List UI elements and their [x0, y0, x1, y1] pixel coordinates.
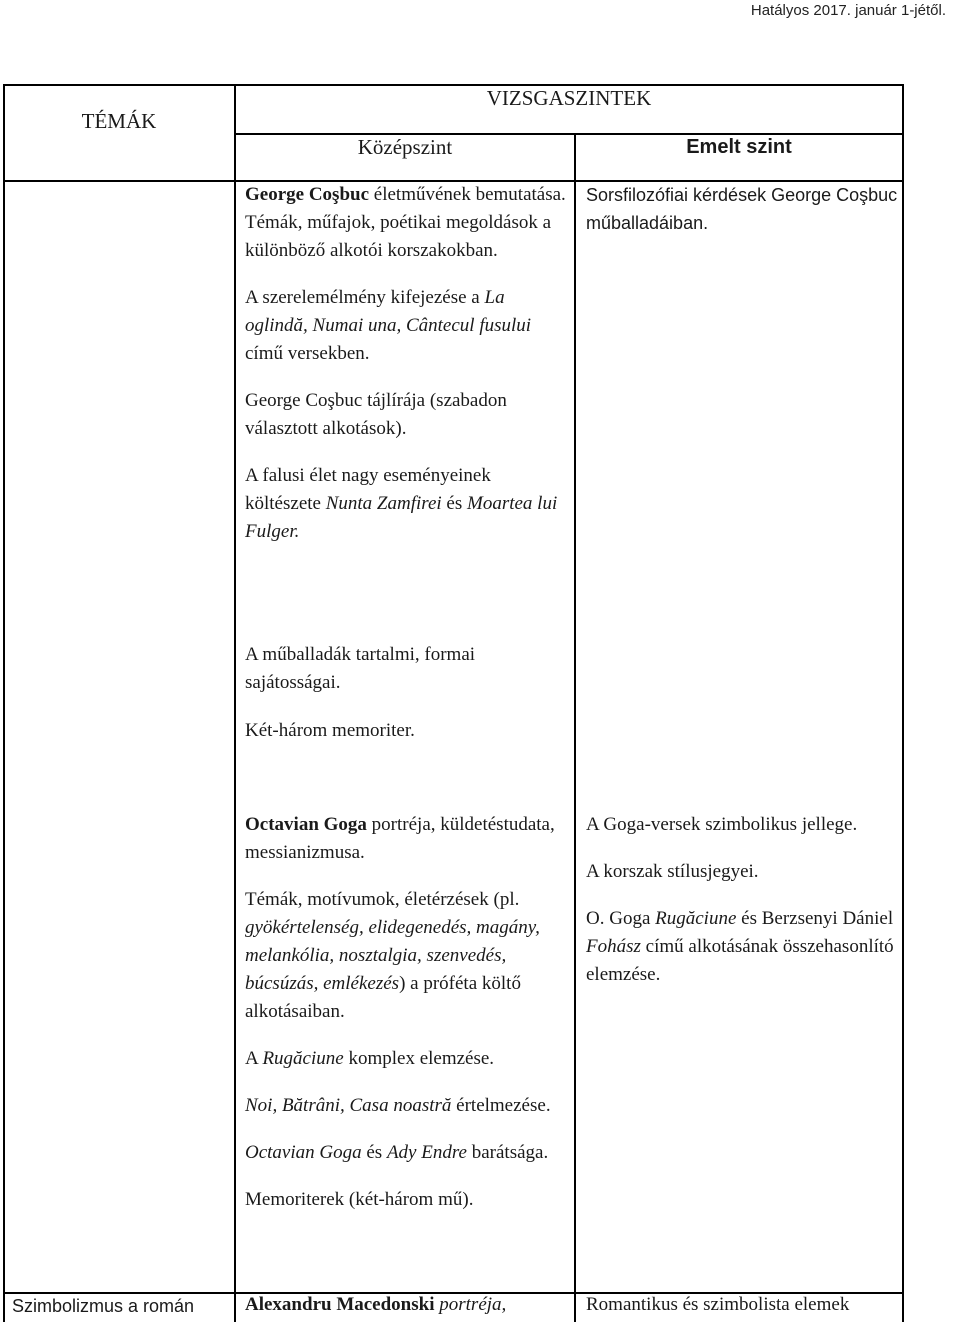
- mid-level-column-border: [574, 133, 576, 1322]
- cosbuc-overview-text: életművének bemutatása. Témák, műfajok, poétikai megoldások a különböző alkotói korszakokban.: [245, 184, 566, 261]
- cosbuc-title-moartea: Moartea lui Fulger.: [245, 493, 558, 542]
- cosbuc-village-paragraph: [245, 462, 567, 546]
- goga-advanced-cell: [586, 811, 906, 989]
- goga-comparison-title-rugaciune: Rugăciune: [655, 908, 737, 929]
- goga-themes-paragraph: [245, 886, 567, 1026]
- goga-rugaciune-title: Rugăciune: [262, 1048, 344, 1069]
- goga-name-italic: Octavian Goga: [245, 1142, 362, 1163]
- goga-memoriter-paragraph: Memoriterek (két-három mű).: [245, 1189, 474, 1210]
- goga-themes-text-b: ) a próféta költő alkotásaiban.: [245, 973, 521, 1022]
- goga-ady-paragraph: [245, 1139, 567, 1167]
- goga-mid-level-cell: [245, 811, 567, 1214]
- exam-levels-header: VIZSGASZINTEK: [486, 86, 652, 110]
- cosbuc-mid-level-cell: [245, 181, 567, 546]
- table-right-border: [902, 84, 904, 1322]
- cosbuc-love-text-b: című versekben.: [245, 343, 370, 364]
- goga-rugaciune-text-b: komplex elemzése.: [343, 1048, 495, 1069]
- goga-themes-text-a: Témák, motívumok, életérzések (pl.: [245, 889, 520, 910]
- goga-poems-text: értelmezése.: [451, 1095, 551, 1116]
- goga-ady-text-a: és: [361, 1142, 387, 1163]
- cosbuc-title-nunta: Nunta Zamfirei: [325, 493, 442, 514]
- next-row-mid-level: [245, 1291, 567, 1319]
- cosbuc-memoriter-paragraph: Két-három memoriter.: [245, 720, 415, 741]
- goga-comparison-paragraph: [586, 905, 906, 989]
- macedonski-name: Alexandru Macedonski: [245, 1294, 435, 1315]
- cosbuc-love-text-a: A szerelemélmény kifejezése a: [245, 287, 485, 308]
- mid-level-header: Középszint: [357, 135, 453, 159]
- next-row-topic: Szimbolizmus a román: [12, 1296, 195, 1316]
- goga-comparison-text-a: O. Goga: [586, 908, 656, 929]
- goga-name: Octavian Goga: [245, 814, 367, 835]
- table-left-border: [3, 84, 5, 1322]
- topics-header: TÉMÁK: [81, 109, 157, 133]
- goga-rugaciune-text-a: A: [245, 1048, 263, 1069]
- goga-portrait-paragraph: [245, 811, 567, 867]
- goga-style-paragraph: A korszak stílusjegyei.: [586, 861, 759, 882]
- goga-portrait-text: portréja, küldetéstudata, messianizmusa.: [245, 814, 555, 863]
- goga-comparison-text-b: és Berzsenyi Dániel: [736, 908, 894, 929]
- goga-comparison-text-c: című alkotásának összehasonlító elemzése.: [586, 936, 894, 985]
- cosbuc-village-text-a: A falusi élet nagy eseményeinek költészete: [245, 465, 491, 514]
- goga-symbolic-paragraph: A Goga-versek szimbolikus jellege.: [586, 814, 858, 835]
- next-row-advanced: Romantikus és szimbolista elemek: [586, 1294, 850, 1315]
- goga-ady-text-b: barátsága.: [466, 1142, 549, 1163]
- advanced-level-header: Emelt szint: [686, 136, 792, 158]
- goga-rugaciune-paragraph: [245, 1045, 567, 1073]
- cosbuc-name: George Coşbuc: [245, 184, 370, 205]
- cosbuc-overview-paragraph: [245, 181, 567, 265]
- goga-poem-titles: Noi, Bătrâni, Casa noastră: [245, 1095, 452, 1116]
- macedonski-portrait-text: portréja,: [434, 1294, 507, 1315]
- goga-comparison-title-fohasz: Fohász: [586, 936, 641, 957]
- topics-column-border: [234, 84, 236, 1322]
- cosbuc-love-poems-paragraph: [245, 284, 567, 368]
- cosbuc-village-text-b: és: [441, 493, 467, 514]
- goga-poems-paragraph: [245, 1092, 567, 1120]
- cosbuc-landscape-paragraph: George Coşbuc tájlírája (szabadon választott alkotások).: [245, 390, 507, 439]
- cosbuc-ballads-paragraph: A műballadák tartalmi, formai sajátosságai.: [245, 644, 476, 693]
- goga-themes-list: gyökértelenség, elidegenedés, magány, melankólia, nosztalgia, szenvedés, búcsúzás, emlékezés: [245, 917, 540, 994]
- cosbuc-advanced-cell: Sorsfilozófiai kérdések George Coşbuc műballadáiban.: [586, 185, 898, 233]
- ady-name-italic: Ady Endre: [386, 1142, 467, 1163]
- cosbuc-love-poem-titles: La oglindă, Numai una, Cântecul fusului: [245, 287, 532, 336]
- page-header-validity: Hatályos 2017. január 1-jétől.: [750, 2, 946, 19]
